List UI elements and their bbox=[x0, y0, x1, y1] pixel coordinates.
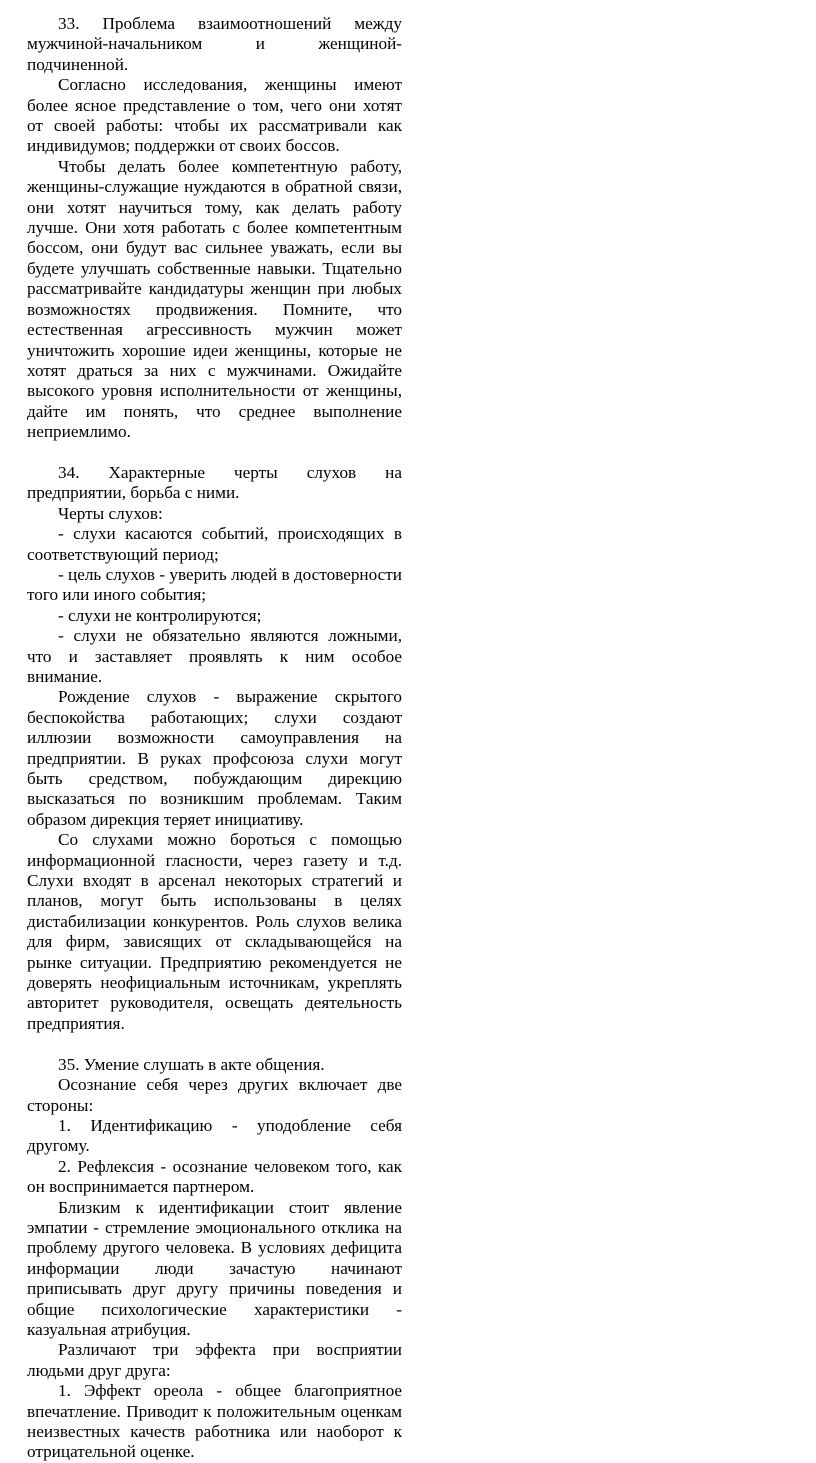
section-35 bbox=[27, 1055, 402, 1463]
list-item: - цель слухов - уверить людей в достоверности того или иного события; bbox=[27, 564, 402, 605]
paragraph: Черты слухов: bbox=[58, 503, 163, 523]
paragraph: Осознание себя через других включает две стороны: bbox=[27, 1075, 402, 1115]
paragraph: Рождение слухов - выражение скрытого беспокойства работающих; слухи создают иллюзии возможности самоуправления на предприятии. В руках профсоюза слухи могут быть средством, побуждающим дирекцию высказаться по возникшим проблемам. Таким образом дирекция теряет инициативу. bbox=[27, 687, 402, 829]
paragraph: Согласно исследования, женщины имеют более ясное представление о том, чего они хотят от своей работы: чтобы их рассматривали как индивидумов; поддержки от своих боссов. bbox=[27, 75, 402, 156]
section-heading: 33. Проблема взаимоотношений между мужчиной-начальником и женщиной-подчиненной. bbox=[27, 14, 402, 74]
list-item: 1. Идентификацию - уподобление себя другому. bbox=[27, 1115, 402, 1156]
section-34 bbox=[27, 463, 402, 1034]
list-item: 2. Рефлексия - осознание человеком того, как он воспринимается партнером. bbox=[27, 1156, 402, 1197]
paragraph: Близким к идентификации стоит явление эмпатии - стремление эмоционального отклика на проблему другого человека. В условиях дефицита информации люди зачастую начинают приписывать друг другу причины поведения и общие психологические характеристики - казуальная атрибуция. bbox=[27, 1197, 402, 1339]
section-spacer bbox=[27, 1034, 402, 1054]
section-spacer bbox=[27, 443, 402, 463]
list-item: - слухи не контролируются; bbox=[58, 605, 262, 625]
paragraph: Чтобы делать более компетентную работу, женщины-служащие нуждаются в обратной связи, они хотят научиться тому, как делать работу лучше. Они хотя работать с более компетентным боссом, они будут вас сильнее уважать, если вы будете улучшать собственные навыки. Тщательно рассматривайте кандидатуры женщин при любых возможностях продвижения. Помните, что естественная агрессивность мужчин может уничтожить хорошие идеи женщины, которые не хотят драться за них с мужчинами. Ожидайте высокого уровня исполнительности от женщины, дайте им понять, что среднее выполнение неприемлимо. bbox=[27, 156, 402, 442]
section-33 bbox=[27, 14, 402, 443]
section-heading: 35. Умение слушать в акте общения. bbox=[58, 1054, 325, 1074]
list-item: - слухи не обязательно являются ложными, что и заставляет проявлять к ним особое внимание. bbox=[27, 626, 402, 686]
paragraph: Различают три эффекта при восприятии людьми друг друга: bbox=[27, 1340, 402, 1380]
list-item: - слухи касаются событий, происходящих в соответствующий период; bbox=[27, 524, 402, 564]
section-heading: 34. Характерные черты слухов на предприятии, борьба с ними. bbox=[27, 462, 402, 503]
paragraph: Со слухами можно бороться с помощью информационной гласности, через газету и т.д. Слухи входят в арсенал некоторых стратегий и планов, могут быть использованы в целях дистабилизации конкурентов. Роль слухов велика для фирм, зависящих от складывающейся на рынке ситуации. Предприятию рекомендуется не доверять неофициальным источникам, укреплять авторитет руководителя, освещать деятельность предприятия. bbox=[27, 830, 402, 1033]
list-item: 1. Эффект ореола - общее благоприятное впечатление. Приводит к положительным оценкам неизвестных качеств работника или наоборот к отрицательной оценке. bbox=[27, 1381, 402, 1462]
